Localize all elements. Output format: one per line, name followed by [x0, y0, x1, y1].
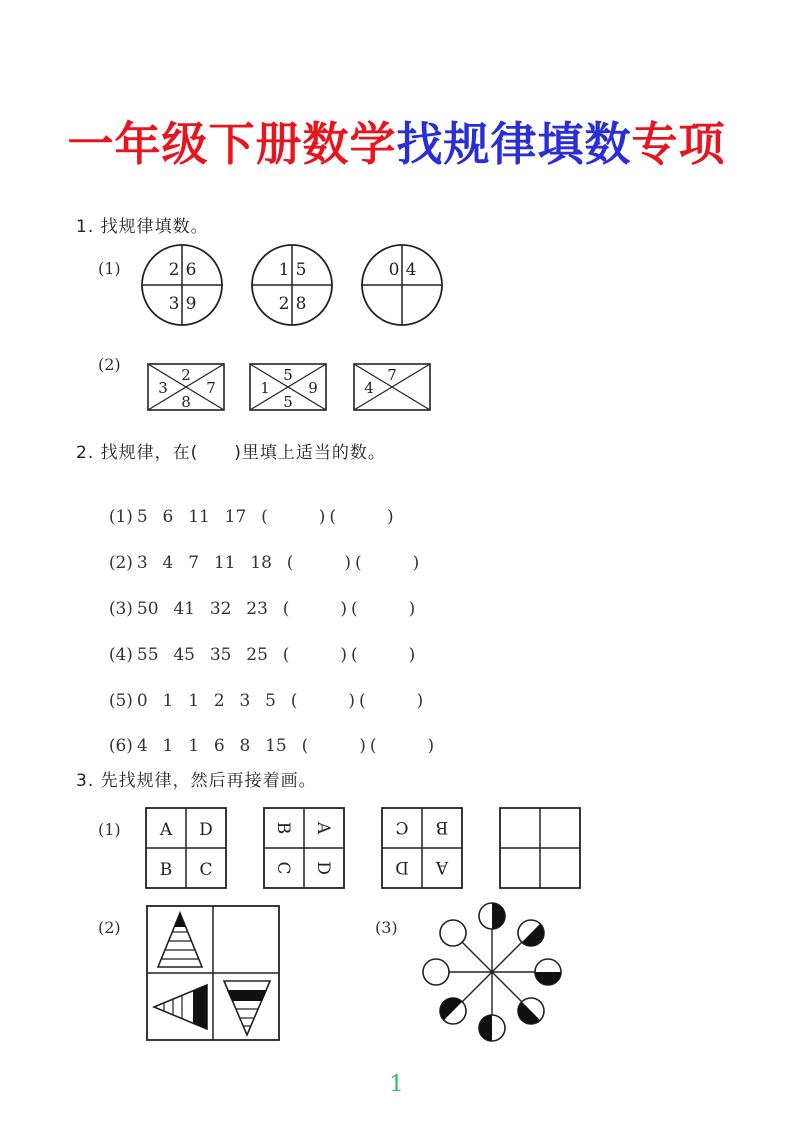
letter-grid-3: [382, 808, 462, 888]
svg-text:D: D: [313, 861, 333, 875]
box-2-bottom: 5: [283, 393, 293, 411]
half-circle-icon: [440, 998, 466, 1024]
answer-blank[interactable]: ( ): [282, 599, 347, 619]
box-2-top: 5: [283, 366, 293, 384]
half-circle-icon: [479, 1015, 505, 1041]
svg-text:A: A: [435, 857, 449, 877]
q3-part3-label: (3): [375, 918, 398, 937]
svg-text:B: B: [273, 821, 293, 835]
answer-blank[interactable]: ( ): [282, 645, 347, 665]
q3-part1-label: (1): [98, 820, 121, 839]
circle-1-bl: 3: [168, 294, 180, 314]
circle-1-tr: 6: [185, 260, 197, 280]
box-3-left: 4: [364, 379, 374, 397]
answer-blank[interactable]: ( ): [261, 507, 326, 527]
svg-text:D: D: [199, 820, 213, 840]
page-title: 一年级下册数学找规律填数专项: [67, 117, 726, 171]
q3-circle-wheel: [420, 900, 565, 1045]
circle-1-br: 9: [185, 294, 197, 314]
sequence-row-6: (6) 4 1 1 6 8 15 ( ) ( ): [108, 736, 435, 756]
answer-blank[interactable]: ( ): [286, 553, 351, 573]
answer-blank[interactable]: ( ): [290, 691, 356, 711]
answer-blank[interactable]: ( ): [301, 736, 366, 756]
box-2-right: 9: [308, 379, 318, 397]
q1-part2-label: (2): [98, 355, 121, 374]
question-1-heading: 1. 找规律填数。: [76, 217, 209, 237]
box-2-left: 1: [260, 379, 270, 397]
sequence-row-1: (1) 5 6 11 17 ( ) ( ): [108, 507, 394, 527]
box-1-left: 3: [158, 379, 168, 397]
svg-text:C: C: [395, 817, 409, 837]
sequence-row-2: (2) 3 4 7 11 18 ( ) ( ): [108, 553, 420, 573]
sequence-row-4: (4) 55 45 35 25 ( ) ( ): [108, 645, 416, 665]
circle-2-tl: 1: [278, 260, 290, 280]
q3-triangle-grid: [144, 903, 284, 1043]
svg-text:D: D: [395, 857, 409, 877]
q1-part1-label: (1): [98, 259, 121, 278]
box-3-top: 7: [387, 366, 397, 384]
half-circle-icon: [479, 903, 505, 929]
circle-3-tr: 4: [405, 260, 417, 280]
circle-2: [252, 245, 332, 325]
half-circle-icon: [518, 920, 544, 946]
box-1-top: 2: [181, 366, 191, 384]
triangle-left-icon: [154, 985, 207, 1029]
svg-text:A: A: [159, 820, 173, 840]
box-1-right: 7: [206, 379, 216, 397]
sequence-row-3: (3) 50 41 32 23 ( ) ( ): [108, 599, 416, 619]
answer-blank[interactable]: ( ): [350, 645, 416, 665]
sequence-row-5: (5) 0 1 1 2 3 5 ( ) ( ): [108, 691, 424, 711]
q1-circles: [140, 238, 460, 334]
svg-text:A: A: [313, 821, 333, 835]
empty-circle-icon[interactable]: [423, 959, 449, 985]
answer-blank[interactable]: ( ): [355, 553, 420, 573]
page-number: 1: [389, 1072, 404, 1097]
triangle-down-icon: [224, 981, 270, 1035]
circle-3-tl: 0: [388, 260, 400, 280]
box-1: [148, 364, 224, 411]
half-circle-icon: [535, 959, 561, 985]
triangle-up-icon: [158, 913, 202, 967]
empty-circle-icon[interactable]: [440, 920, 466, 946]
letter-grid-4-blank[interactable]: [500, 808, 580, 888]
q1-boxes: [140, 358, 440, 416]
answer-blank[interactable]: ( ): [329, 507, 394, 527]
question-3-heading: 3. 先找规律，然后再接着画。: [76, 771, 317, 791]
svg-text:B: B: [435, 817, 449, 837]
letter-grid-1: [146, 808, 226, 888]
svg-text:C: C: [273, 861, 293, 875]
box-3: [354, 364, 430, 410]
answer-blank[interactable]: ( ): [359, 691, 424, 711]
question-2-heading: 2. 找规律，在( )里填上适当的数。: [76, 443, 386, 463]
answer-blank[interactable]: ( ): [369, 736, 435, 756]
svg-text:C: C: [199, 860, 213, 880]
q3-letter-grids: [140, 804, 590, 894]
circle-2-tr: 5: [295, 260, 307, 280]
circle-1: [142, 245, 222, 325]
answer-blank[interactable]: ( ): [350, 599, 416, 619]
circle-3: [362, 245, 442, 325]
circle-1-tl: 2: [168, 260, 180, 280]
letter-grid-2: [264, 808, 344, 888]
circle-2-bl: 2: [278, 294, 290, 314]
box-2: [250, 364, 326, 411]
circle-2-br: 8: [295, 294, 307, 314]
q3-part2-label: (2): [98, 918, 121, 937]
half-circle-icon: [518, 998, 544, 1024]
box-1-bottom: 8: [181, 393, 191, 411]
svg-text:B: B: [159, 860, 173, 880]
